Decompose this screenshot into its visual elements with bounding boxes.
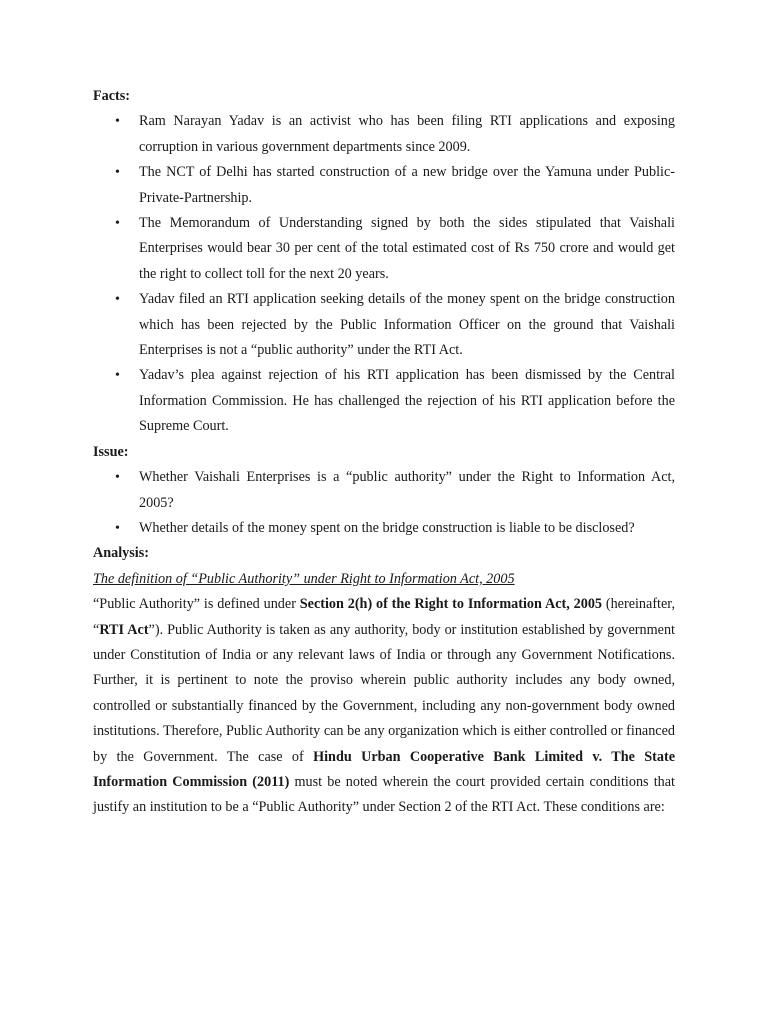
issue-list	[93, 465, 675, 541]
abbreviation-term: RTI Act	[99, 621, 149, 638]
analysis-paragraph	[93, 592, 675, 821]
list-item: • Ram Narayan Yadav is an activist who has been filing RTI applications and exposing corruption in various government departments since 2009.	[139, 109, 675, 160]
list-item: • The NCT of Delhi has started construction of a new bridge over the Yamuna under Public-Private-Partnership.	[139, 160, 675, 211]
paragraph-text: ”). Public Authority is taken as any authority, body or institution established by government under Constitution of India or any relevant laws of India or through any Government Notifications. Further, it is pertinent to note the proviso wherein public authority includes any body owned, controlled or substantially financed by the Government, including any non-government body owned institutions. Therefore, Public Authority can be any organization which is either controlled or financed by the Government. The case of	[93, 621, 675, 765]
case-citation: Hindu Urban Cooperative Bank Limited v. The State Information Commission (2011)	[93, 748, 676, 790]
facts-heading: Facts:	[93, 88, 131, 104]
list-item: • Yadav filed an RTI application seeking details of the money spent on the bridge construction which has been rejected by the Public Information Officer on the ground that Vaishali Enterprises is not a “public authority” under the RTI Act.	[139, 287, 675, 363]
paragraph-text: (hereinafter, “	[93, 596, 675, 638]
paragraph-text: “Public Authority” is defined under	[93, 596, 300, 613]
facts-list	[93, 109, 675, 439]
analysis-subheading: The definition of “Public Authority” under Right to Information Act, 2005	[93, 570, 515, 587]
paragraph-text: must be noted wherein the court provided certain conditions that justify an institution to be a “Public Authority” under Section 2 of the RTI Act. These conditions are:	[93, 773, 675, 816]
list-item: • Whether Vaishali Enterprises is a “public authority” under the Right to Information Act, 2005?	[139, 465, 675, 516]
list-item: • Whether details of the money spent on the bridge construction is liable to be disclosed?	[139, 516, 675, 541]
analysis-heading: Analysis:	[93, 545, 149, 562]
issue-heading: Issue:	[93, 443, 129, 460]
list-item: • The Memorandum of Understanding signed by both the sides stipulated that Vaishali Enterprises would bear 30 per cent of the total estimated cost of Rs 750 crore and would get the right to collect toll for the next 20 years.	[139, 211, 675, 287]
document-page	[93, 84, 675, 821]
list-item: • Yadav’s plea against rejection of his RTI application has been dismissed by the Central Information Commission. He has challenged the rejection of his RTI application before the Supreme Court.	[139, 363, 675, 439]
statute-citation: Section 2(h) of the Right to Information Act, 2005	[299, 596, 603, 613]
